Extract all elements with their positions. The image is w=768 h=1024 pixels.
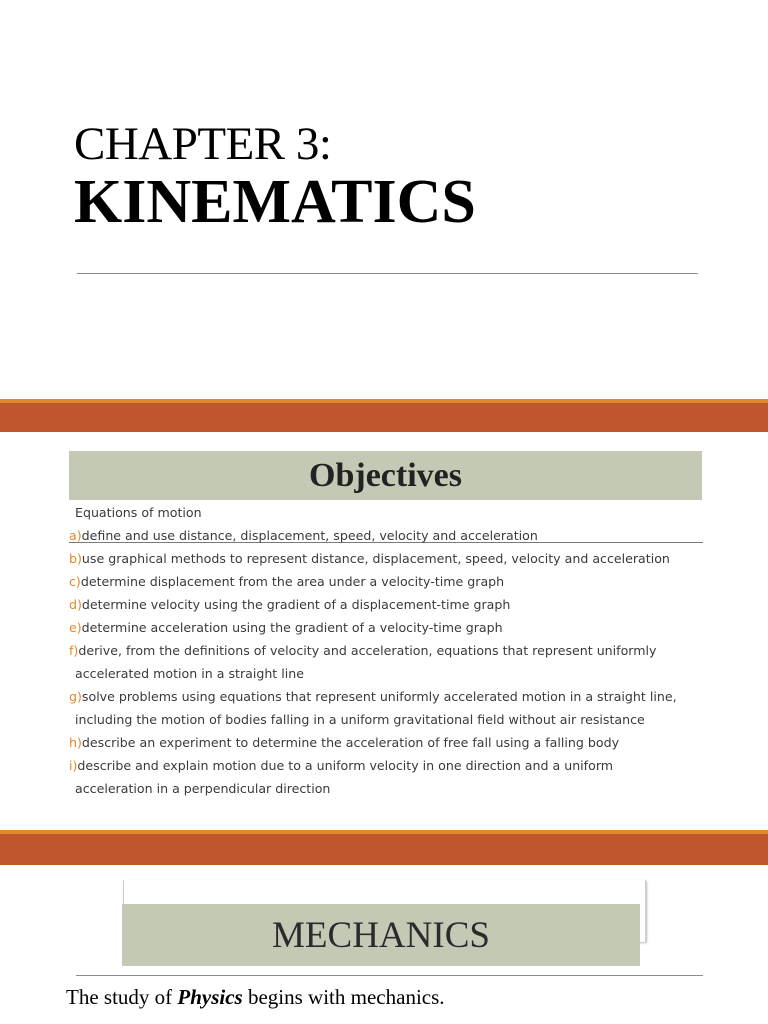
slide-separator: [0, 830, 768, 865]
objective-text: including the motion of bodies falling in a uniform gravitational field without air resistance: [75, 712, 645, 727]
objectives-list: [69, 503, 709, 800]
intro-text-emphasis: Physics: [177, 985, 243, 1009]
objective-marker: d): [69, 597, 82, 612]
objective-item: [69, 547, 709, 570]
objective-marker: b): [69, 551, 82, 566]
intro-text-start: The study of: [66, 985, 178, 1009]
objective-text: solve problems using equations that represent uniformly accelerated motion in a straight line,: [81, 689, 677, 704]
mechanics-title-box: [122, 904, 640, 966]
objective-item: [69, 685, 709, 731]
objective-item: [69, 639, 709, 685]
objective-item: [69, 754, 709, 800]
mechanics-divider: [76, 975, 703, 976]
objective-marker: g): [69, 689, 82, 704]
objective-item: [69, 731, 709, 754]
objective-text: accelerated motion in a straight line: [75, 666, 304, 681]
objective-text: define and use distance, displacement, speed, velocity and acceleration: [81, 528, 538, 543]
objective-text: derive, from the definitions of velocity and acceleration, equations that represent uniformly: [78, 643, 657, 658]
objective-text: describe and explain motion due to a uniform velocity in one direction and a uniform: [77, 758, 614, 773]
objective-item: [69, 616, 709, 639]
objectives-title: Objectives: [309, 456, 462, 494]
objective-text: determine acceleration using the gradient of a velocity-time graph: [81, 620, 503, 635]
mechanics-intro-text: [66, 984, 445, 1010]
objective-text: use graphical methods to represent distance, displacement, speed, velocity and acceleration: [81, 551, 670, 566]
slide-separator: [0, 399, 768, 432]
objective-item: [69, 593, 709, 616]
objective-marker: a): [69, 528, 82, 543]
mechanics-title: MECHANICS: [272, 914, 490, 956]
objective-text: determine velocity using the gradient of a displacement-time graph: [81, 597, 511, 612]
objective-item: [69, 524, 709, 547]
title-divider: [77, 273, 698, 274]
objective-text: determine displacement from the area under a velocity-time graph: [80, 574, 505, 589]
chapter-label: CHAPTER 3:: [74, 118, 332, 170]
chapter-title: KINEMATICS: [74, 168, 476, 236]
objective-marker: c): [69, 574, 81, 589]
intro-text-end: begins with mechanics.: [242, 985, 445, 1009]
objectives-subtitle: Equations of motion: [75, 505, 202, 520]
objective-marker: f): [69, 643, 79, 658]
objective-item: [69, 570, 709, 593]
objective-marker: i): [69, 758, 78, 773]
objectives-title-box: [69, 451, 702, 500]
objective-marker: e): [69, 620, 82, 635]
objective-marker: h): [69, 735, 82, 750]
objective-text: describe an experiment to determine the acceleration of free fall using a falling body: [81, 735, 620, 750]
objective-text: acceleration in a perpendicular direction: [75, 781, 331, 796]
